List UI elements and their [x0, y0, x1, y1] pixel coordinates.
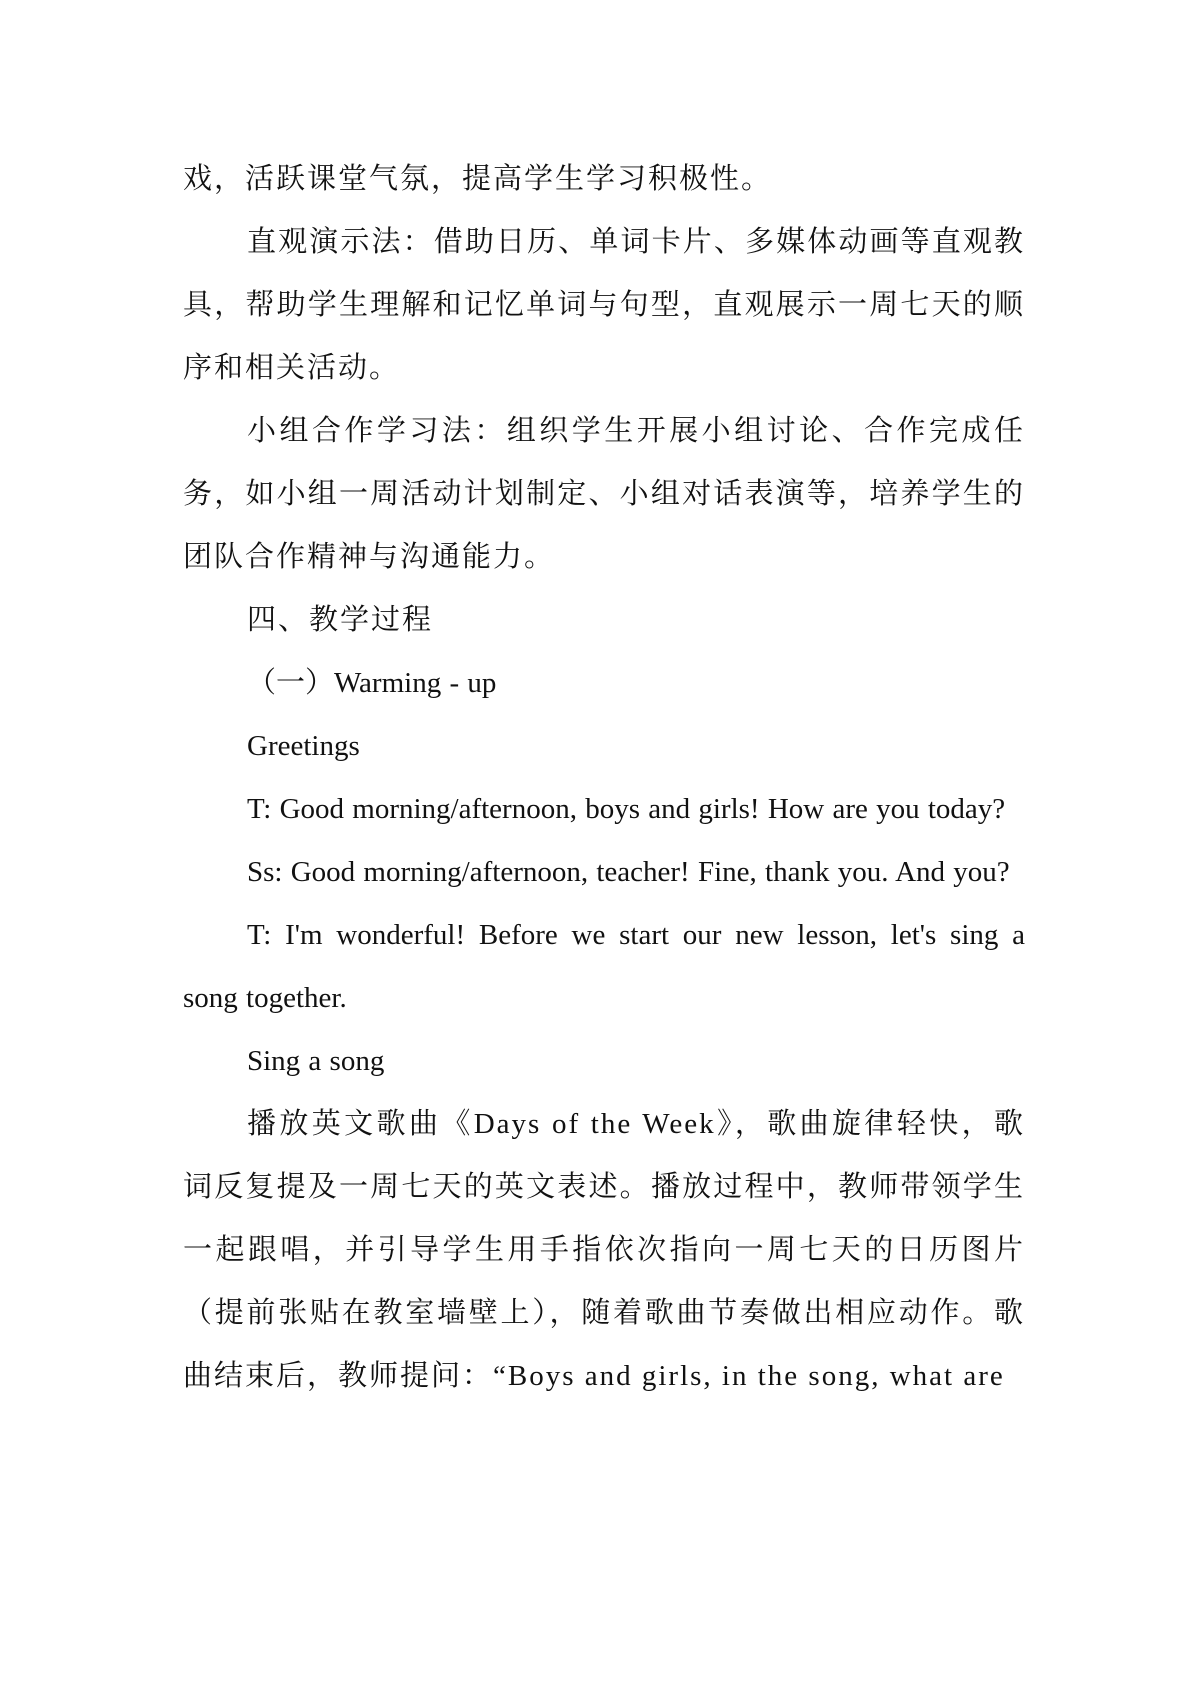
- subsection-heading-warming-up: （一）Warming - up: [247, 667, 497, 699]
- step-heading-greetings: Greetings: [247, 730, 360, 762]
- paragraph-teaching-method-continuation: 戏，活跃课堂气氛，提高学生学习积极性。: [183, 163, 773, 195]
- step-heading-sing-a-song: Sing a song: [247, 1045, 385, 1077]
- dialogue-students-reply: Ss: Good morning/afternoon, teacher! Fine, thank you. And you?: [247, 856, 1010, 888]
- document-body: [183, 148, 1025, 1408]
- paragraph-song-activity: 播放英文歌曲《Days of the Week》，歌曲旋律轻快，歌词反复提及一周七天的英文表述。播放过程中，教师带领学生一起跟唱，并引导学生用手指依次指向一周七天的日历图片（提前张贴在教室墙壁上），随着歌曲节奏做出相应动作。歌曲结束后，教师提问：“Boys and girls, in the song, what are: [183, 1108, 1025, 1392]
- dialogue-teacher-greeting: T: Good morning/afternoon, boys and girls! How are you today?: [247, 793, 1006, 825]
- paragraph-visual-demonstration-method: 直观演示法：借助日历、单词卡片、多媒体动画等直观教具，帮助学生理解和记忆单词与句型，直观展示一周七天的顺序和相关活动。: [183, 226, 1025, 384]
- paragraph-group-cooperation-method: 小组合作学习法：组织学生开展小组讨论、合作完成任务，如小组一周活动计划制定、小组对话表演等，培养学生的团队合作精神与沟通能力。: [183, 415, 1025, 573]
- dialogue-teacher-song-intro: T: I'm wonderful! Before we start our new lesson, let's sing a song together.: [183, 919, 1025, 1014]
- section-heading-teaching-process: 四、教学过程: [247, 604, 434, 636]
